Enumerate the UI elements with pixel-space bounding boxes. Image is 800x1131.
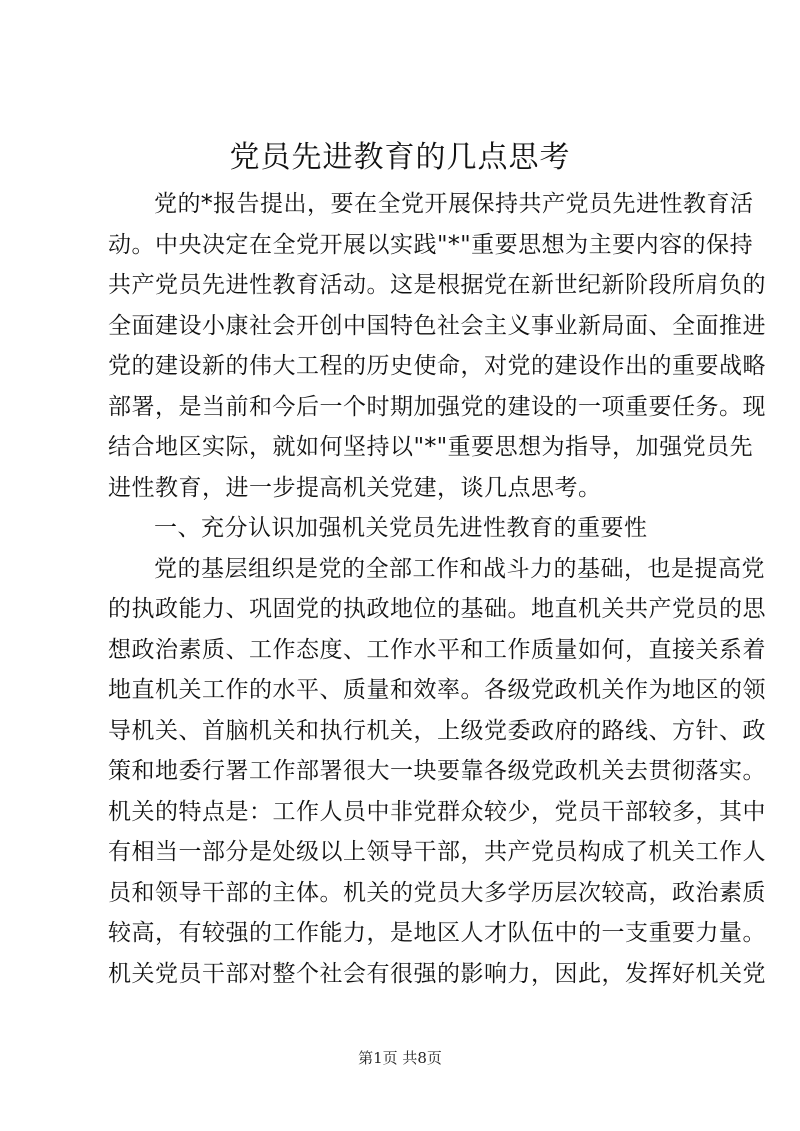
body-line: 策和地委行署工作部署很大一块要靠各级党政机关去贯彻落实。 <box>108 758 766 784</box>
page-number-footer: 第1页 共8页 <box>358 1049 442 1067</box>
body-line: 动。中央决定在全党开展以实践"*"重要思想为主要内容的保持 <box>108 231 754 258</box>
body-line: 党的建设新的伟大工程的历史使命，对党的建设作出的重要战略 <box>108 353 766 379</box>
body-line: 较高，有较强的工作能力，是地区人才队伍中的一支重要力量。 <box>108 920 766 946</box>
body-line: 全面建设小康社会开创中国特色社会主义事业新局面、全面推进 <box>108 312 766 339</box>
body-line: 党的*报告提出，要在全党开展保持共产党员先进性教育活 <box>154 191 754 217</box>
body-line: 导机关、首脑机关和执行机关，上级党委政府的路线、方针、政 <box>108 717 766 744</box>
document-body <box>108 184 766 994</box>
body-line: 想政治素质、工作态度、工作水平和工作质量如何，直接关系着 <box>108 636 766 663</box>
body-line: 党的基层组织是党的全部工作和战斗力的基础，也是提高党 <box>154 555 765 582</box>
section-heading: 一、充分认识加强机关党员先进性教育的重要性 <box>154 515 648 541</box>
body-line: 的执政能力、巩固党的执政地位的基础。地直机关共产党员的思 <box>108 596 766 622</box>
body-line: 地直机关工作的水平、质量和效率。各级党政机关作为地区的领 <box>108 677 766 703</box>
body-line: 机关党员干部对整个社会有很强的影响力，因此，发挥好机关党 <box>108 960 766 987</box>
body-line: 员和领导干部的主体。机关的党员大多学历层次较高，政治素质 <box>108 879 766 906</box>
body-line: 进性教育，进一步提高机关党建，谈几点思考。 <box>108 474 602 501</box>
body-line: 结合地区实际，就如何坚持以"*"重要思想为指导，加强党员先 <box>108 434 754 460</box>
body-line: 机关的特点是：工作人员中非党群众较少，党员干部较多，其中 <box>108 798 766 825</box>
body-line: 有相当一部分是处级以上领导干部，共产党员构成了机关工作人 <box>108 839 766 865</box>
body-line: 部署，是当前和今后一个时期加强党的建设的一项重要任务。现 <box>108 393 766 420</box>
body-line: 共产党员先进性教育活动。这是根据党在新世纪新阶段所肩负的 <box>108 272 766 298</box>
document-title: 党员先进教育的几点思考 <box>229 140 571 175</box>
